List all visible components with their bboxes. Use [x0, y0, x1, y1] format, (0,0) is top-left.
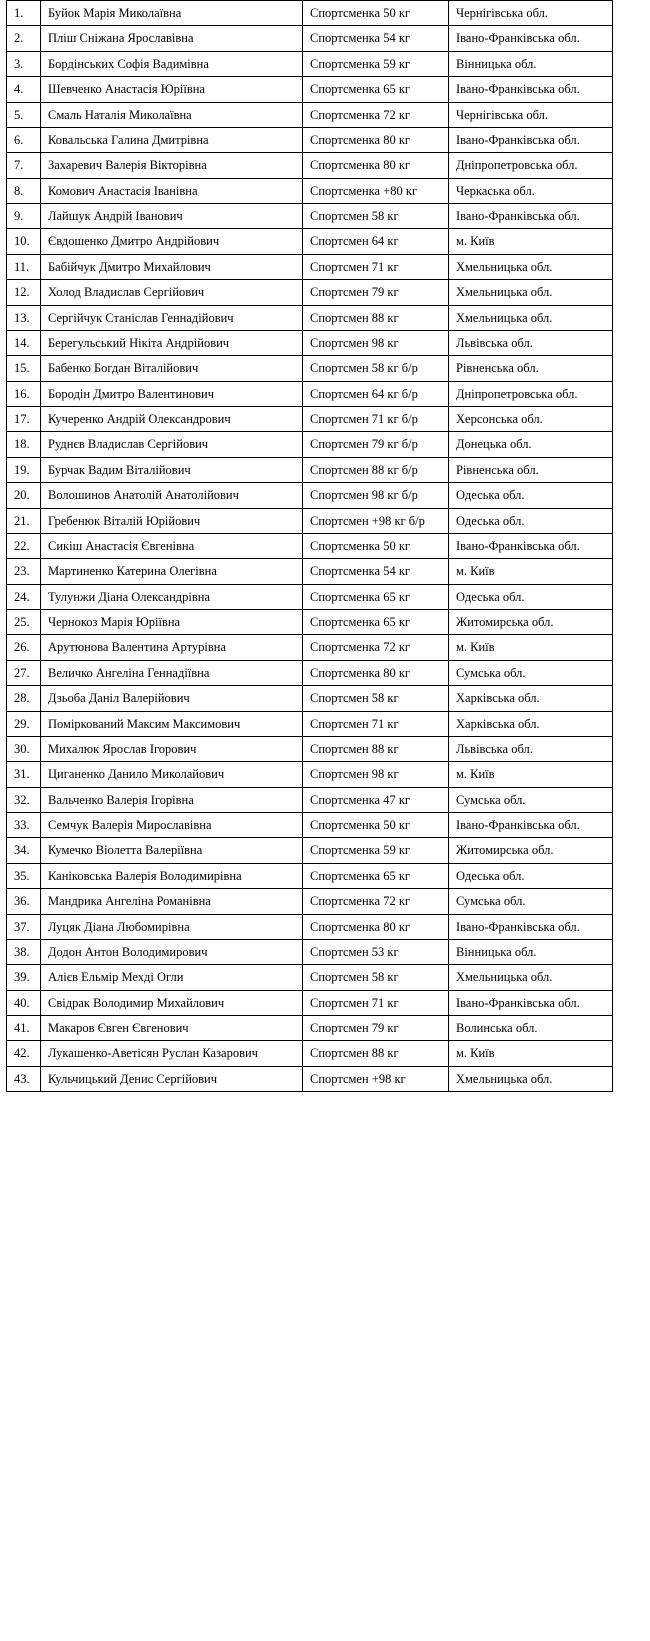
athlete-region: Житомирська обл.	[449, 610, 613, 635]
athlete-name: Семчук Валерія Мирославівна	[41, 813, 303, 838]
athlete-region: Чернігівська обл.	[449, 102, 613, 127]
athlete-name: Макаров Євген Євгенович	[41, 1016, 303, 1041]
row-number: 2.	[7, 26, 41, 51]
athlete-name: Дзьоба Даніл Валерійович	[41, 686, 303, 711]
athlete-region: Вінницька обл.	[449, 939, 613, 964]
athlete-region: м. Київ	[449, 762, 613, 787]
athlete-name: Євдошенко Дмитро Андрійович	[41, 229, 303, 254]
athlete-name: Шевченко Анастасія Юріївна	[41, 77, 303, 102]
row-number: 39.	[7, 965, 41, 990]
table-row	[7, 533, 613, 558]
row-number: 32.	[7, 787, 41, 812]
athlete-category: Спортсменка 54 кг	[303, 26, 449, 51]
row-number: 26.	[7, 635, 41, 660]
athlete-category: Спортсменка 65 кг	[303, 610, 449, 635]
row-number: 13.	[7, 305, 41, 330]
athlete-category: Спортсмен 79 кг	[303, 1016, 449, 1041]
athlete-region: Хмельницька обл.	[449, 280, 613, 305]
athlete-category: Спортсменка 50 кг	[303, 1, 449, 26]
athlete-category: Спортсменка 72 кг	[303, 889, 449, 914]
table-row	[7, 1041, 613, 1066]
row-number: 4.	[7, 77, 41, 102]
table-row	[7, 305, 613, 330]
athlete-name: Каніковська Валерія Володимирівна	[41, 863, 303, 888]
row-number: 11.	[7, 254, 41, 279]
athlete-category: Спортсменка 72 кг	[303, 102, 449, 127]
table-row	[7, 102, 613, 127]
row-number: 29.	[7, 711, 41, 736]
athlete-category: Спортсменка 80 кг	[303, 127, 449, 152]
table-row	[7, 178, 613, 203]
row-number: 10.	[7, 229, 41, 254]
table-row	[7, 635, 613, 660]
athlete-region: Рівненська обл.	[449, 356, 613, 381]
athlete-category: Спортсменка 50 кг	[303, 533, 449, 558]
athlete-name: Арутюнова Валентина Артурівна	[41, 635, 303, 660]
row-number: 37.	[7, 914, 41, 939]
athlete-name: Кучеренко Андрій Олександрович	[41, 407, 303, 432]
table-row	[7, 77, 613, 102]
row-number: 16.	[7, 381, 41, 406]
row-number: 34.	[7, 838, 41, 863]
athlete-region: Сумська обл.	[449, 660, 613, 685]
athlete-name: Кумечко Віолетта Валеріївна	[41, 838, 303, 863]
table-row	[7, 204, 613, 229]
athlete-region: Львівська обл.	[449, 330, 613, 355]
athlete-roster-table	[6, 0, 613, 1092]
row-number: 24.	[7, 584, 41, 609]
row-number: 27.	[7, 660, 41, 685]
table-row	[7, 280, 613, 305]
athlete-name: Пліш Сніжана Ярославівна	[41, 26, 303, 51]
athlete-region: Харківська обл.	[449, 711, 613, 736]
table-row	[7, 457, 613, 482]
athlete-name: Берегульський Нікіта Андрійович	[41, 330, 303, 355]
athlete-region: м. Київ	[449, 229, 613, 254]
athlete-name: Поміркований Максим Максимович	[41, 711, 303, 736]
athlete-category: Спортсмен 79 кг б/р	[303, 432, 449, 457]
athlete-name: Бурчак Вадим Віталійович	[41, 457, 303, 482]
table-row	[7, 407, 613, 432]
athlete-region: Івано-Франківська обл.	[449, 813, 613, 838]
table-row	[7, 965, 613, 990]
athlete-category: Спортсмен 88 кг б/р	[303, 457, 449, 482]
table-row	[7, 127, 613, 152]
athlete-category: Спортсмен 98 кг	[303, 330, 449, 355]
row-number: 14.	[7, 330, 41, 355]
athlete-region: Хмельницька обл.	[449, 254, 613, 279]
athlete-name: Кульчицький Денис Сергійович	[41, 1066, 303, 1091]
athlete-name: Мандрика Ангеліна Романівна	[41, 889, 303, 914]
row-number: 38.	[7, 939, 41, 964]
table-body	[7, 1, 613, 1092]
athlete-category: Спортсмен 58 кг	[303, 965, 449, 990]
athlete-region: Донецька обл.	[449, 432, 613, 457]
athlete-category: Спортсменка 80 кг	[303, 660, 449, 685]
athlete-name: Циганенко Данило Миколайович	[41, 762, 303, 787]
athlete-region: Одеська обл.	[449, 508, 613, 533]
table-row	[7, 508, 613, 533]
athlete-region: Харківська обл.	[449, 686, 613, 711]
athlete-name: Алієв Ельмір Мехді Огли	[41, 965, 303, 990]
athlete-region: Івано-Франківська обл.	[449, 26, 613, 51]
athlete-category: Спортсменка 59 кг	[303, 51, 449, 76]
table-row	[7, 381, 613, 406]
table-row	[7, 483, 613, 508]
athlete-region: Житомирська обл.	[449, 838, 613, 863]
athlete-name: Ковальська Галина Дмитрівна	[41, 127, 303, 152]
row-number: 22.	[7, 533, 41, 558]
athlete-category: Спортсмен 71 кг	[303, 990, 449, 1015]
athlete-category: Спортсменка 65 кг	[303, 77, 449, 102]
table-row	[7, 990, 613, 1015]
athlete-region: Дніпропетровська обл.	[449, 153, 613, 178]
athlete-category: Спортсмен +98 кг б/р	[303, 508, 449, 533]
table-row	[7, 432, 613, 457]
row-number: 23.	[7, 559, 41, 584]
athlete-region: Одеська обл.	[449, 584, 613, 609]
athlete-region: Івано-Франківська обл.	[449, 127, 613, 152]
athlete-region: Вінницька обл.	[449, 51, 613, 76]
table-row	[7, 26, 613, 51]
athlete-region: Івано-Франківська обл.	[449, 77, 613, 102]
athlete-region: Одеська обл.	[449, 483, 613, 508]
athlete-category: Спортсмен 64 кг б/р	[303, 381, 449, 406]
row-number: 19.	[7, 457, 41, 482]
table-row	[7, 736, 613, 761]
athlete-region: Одеська обл.	[449, 863, 613, 888]
row-number: 8.	[7, 178, 41, 203]
athlete-name: Бабенко Богдан Віталійович	[41, 356, 303, 381]
table-row	[7, 914, 613, 939]
table-row	[7, 584, 613, 609]
athlete-category: Спортсмен 58 кг б/р	[303, 356, 449, 381]
row-number: 20.	[7, 483, 41, 508]
athlete-name: Михалюк Ярослав Ігорович	[41, 736, 303, 761]
table-row	[7, 686, 613, 711]
table-row	[7, 559, 613, 584]
athlete-region: Івано-Франківська обл.	[449, 914, 613, 939]
athlete-region: Черкаська обл.	[449, 178, 613, 203]
row-number: 12.	[7, 280, 41, 305]
table-row	[7, 153, 613, 178]
row-number: 15.	[7, 356, 41, 381]
athlete-region: Дніпропетровська обл.	[449, 381, 613, 406]
athlete-category: Спортсменка 80 кг	[303, 914, 449, 939]
athlete-category: Спортсменка 72 кг	[303, 635, 449, 660]
athlete-category: Спортсменка 65 кг	[303, 863, 449, 888]
athlete-name: Бабійчук Дмитро Михайлович	[41, 254, 303, 279]
table-row	[7, 330, 613, 355]
table-row	[7, 660, 613, 685]
table-row	[7, 939, 613, 964]
athlete-name: Лукашенко-Аветісян Руслан Казарович	[41, 1041, 303, 1066]
athlete-category: Спортсмен +98 кг	[303, 1066, 449, 1091]
table-row	[7, 838, 613, 863]
athlete-category: Спортсменка 65 кг	[303, 584, 449, 609]
athlete-name: Бордінських Софія Вадимівна	[41, 51, 303, 76]
athlete-category: Спортсмен 58 кг	[303, 686, 449, 711]
athlete-category: Спортсмен 88 кг	[303, 736, 449, 761]
athlete-name: Сикіш Анастасія Євгенівна	[41, 533, 303, 558]
athlete-name: Додон Антон Володимирович	[41, 939, 303, 964]
table-row	[7, 254, 613, 279]
athlete-region: Івано-Франківська обл.	[449, 533, 613, 558]
table-row	[7, 610, 613, 635]
table-row	[7, 813, 613, 838]
athlete-region: Чернігівська обл.	[449, 1, 613, 26]
athlete-name: Буйок Марія Миколаївна	[41, 1, 303, 26]
table-row	[7, 1016, 613, 1041]
athlete-region: Сумська обл.	[449, 787, 613, 812]
athlete-region: Херсонська обл.	[449, 407, 613, 432]
athlete-region: м. Київ	[449, 635, 613, 660]
table-row	[7, 356, 613, 381]
table-row	[7, 762, 613, 787]
athlete-category: Спортсмен 98 кг	[303, 762, 449, 787]
table-row	[7, 51, 613, 76]
athlete-name: Вальченко Валерія Ігорівна	[41, 787, 303, 812]
athlete-name: Сергійчук Станіслав Геннадійович	[41, 305, 303, 330]
athlete-name: Холод Владислав Сергійович	[41, 280, 303, 305]
table-row	[7, 1, 613, 26]
athlete-category: Спортсмен 64 кг	[303, 229, 449, 254]
row-number: 33.	[7, 813, 41, 838]
row-number: 31.	[7, 762, 41, 787]
athlete-name: Тулунжи Діана Олександрівна	[41, 584, 303, 609]
row-number: 7.	[7, 153, 41, 178]
row-number: 3.	[7, 51, 41, 76]
athlete-category: Спортсмен 58 кг	[303, 204, 449, 229]
table-row	[7, 1066, 613, 1091]
athlete-category: Спортсмен 88 кг	[303, 1041, 449, 1066]
athlete-name: Мартиненко Катерина Олегівна	[41, 559, 303, 584]
athlete-category: Спортсменка +80 кг	[303, 178, 449, 203]
athlete-region: Сумська обл.	[449, 889, 613, 914]
athlete-region: Волинська обл.	[449, 1016, 613, 1041]
athlete-name: Свідрак Володимир Михайлович	[41, 990, 303, 1015]
athlete-category: Спортсменка 80 кг	[303, 153, 449, 178]
row-number: 36.	[7, 889, 41, 914]
athlete-name: Гребенюк Віталій Юрійович	[41, 508, 303, 533]
athlete-category: Спортсмен 79 кг	[303, 280, 449, 305]
row-number: 42.	[7, 1041, 41, 1066]
row-number: 35.	[7, 863, 41, 888]
athlete-region: м. Київ	[449, 1041, 613, 1066]
row-number: 21.	[7, 508, 41, 533]
row-number: 9.	[7, 204, 41, 229]
row-number: 41.	[7, 1016, 41, 1041]
athlete-category: Спортсмен 53 кг	[303, 939, 449, 964]
athlete-name: Величко Ангеліна Геннадіївна	[41, 660, 303, 685]
athlete-category: Спортсмен 98 кг б/р	[303, 483, 449, 508]
athlete-name: Волошинов Анатолій Анатолійович	[41, 483, 303, 508]
athlete-category: Спортсменка 47 кг	[303, 787, 449, 812]
athlete-category: Спортсменка 54 кг	[303, 559, 449, 584]
row-number: 40.	[7, 990, 41, 1015]
athlete-category: Спортсменка 50 кг	[303, 813, 449, 838]
athlete-name: Захаревич Валерія Вікторівна	[41, 153, 303, 178]
athlete-name: Бородін Дмитро Валентинович	[41, 381, 303, 406]
athlete-region: Львівська обл.	[449, 736, 613, 761]
row-number: 1.	[7, 1, 41, 26]
row-number: 28.	[7, 686, 41, 711]
athlete-name: Луцяк Діана Любомирівна	[41, 914, 303, 939]
athlete-name: Комович Анастасія Іванівна	[41, 178, 303, 203]
athlete-category: Спортсмен 71 кг	[303, 254, 449, 279]
row-number: 6.	[7, 127, 41, 152]
athlete-region: Івано-Франківська обл.	[449, 990, 613, 1015]
table-row	[7, 711, 613, 736]
table-row	[7, 889, 613, 914]
athlete-region: Хмельницька обл.	[449, 305, 613, 330]
athlete-region: Хмельницька обл.	[449, 965, 613, 990]
row-number: 25.	[7, 610, 41, 635]
table-row	[7, 787, 613, 812]
athlete-region: Рівненська обл.	[449, 457, 613, 482]
athlete-category: Спортсмен 71 кг	[303, 711, 449, 736]
athlete-region: Хмельницька обл.	[449, 1066, 613, 1091]
athlete-name: Смаль Наталія Миколаївна	[41, 102, 303, 127]
table-row	[7, 863, 613, 888]
row-number: 18.	[7, 432, 41, 457]
row-number: 43.	[7, 1066, 41, 1091]
athlete-name: Руднєв Владислав Сергійович	[41, 432, 303, 457]
row-number: 30.	[7, 736, 41, 761]
athlete-category: Спортсмен 88 кг	[303, 305, 449, 330]
athlete-region: Івано-Франківська обл.	[449, 204, 613, 229]
athlete-name: Чернокоз Марія Юріївна	[41, 610, 303, 635]
row-number: 17.	[7, 407, 41, 432]
table-row	[7, 229, 613, 254]
row-number: 5.	[7, 102, 41, 127]
athlete-name: Лайшук Андрій Іванович	[41, 204, 303, 229]
athlete-category: Спортсменка 59 кг	[303, 838, 449, 863]
athlete-category: Спортсмен 71 кг б/р	[303, 407, 449, 432]
athlete-region: м. Київ	[449, 559, 613, 584]
